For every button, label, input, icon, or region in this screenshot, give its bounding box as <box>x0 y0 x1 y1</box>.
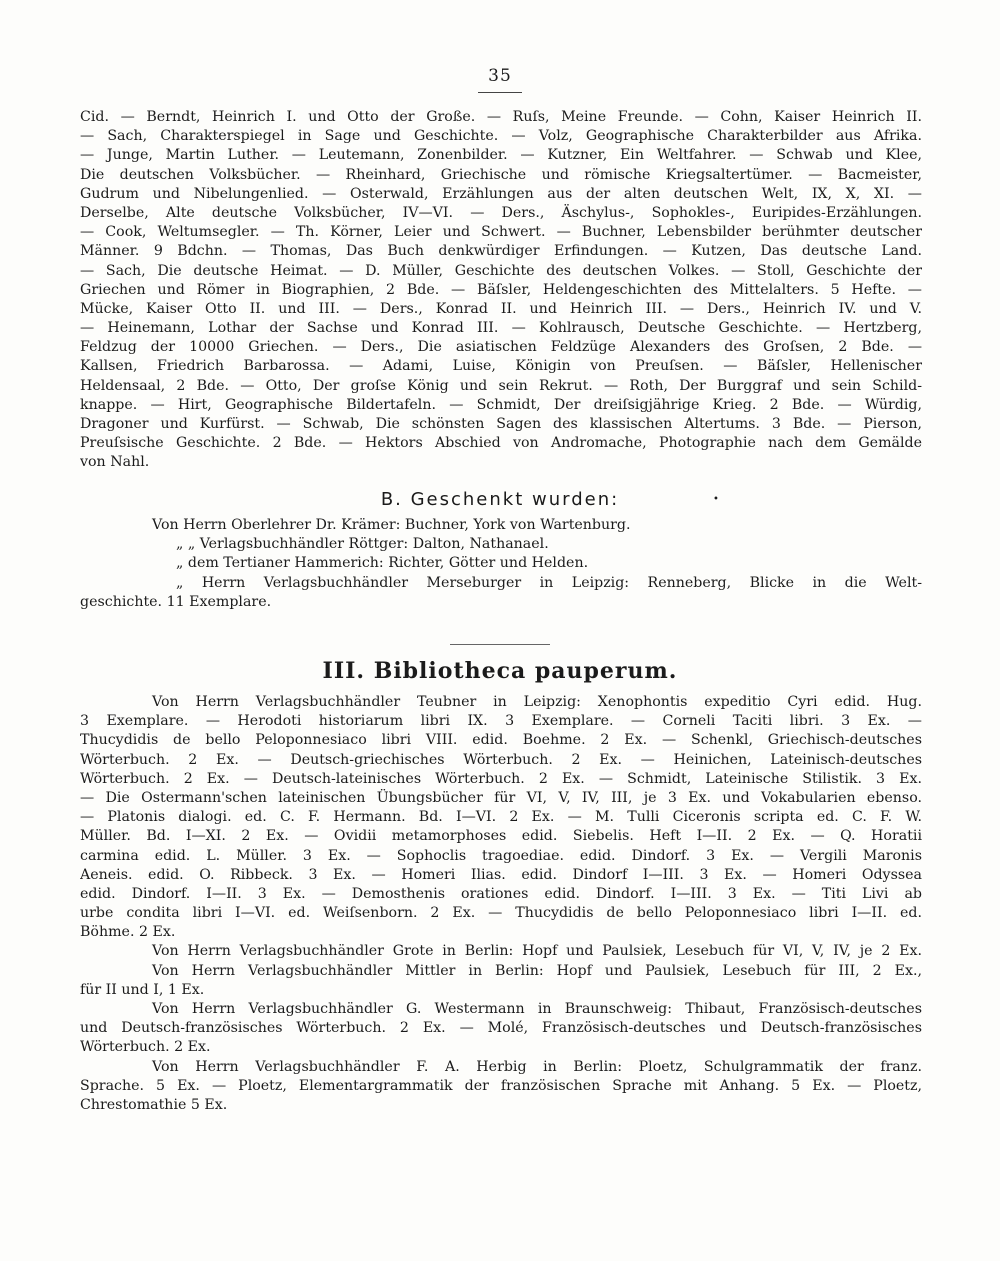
text-line: Derselbe, Alte deutsche Volksbücher, IV—VI. — Ders., Äschylus-, Sophokles-, Euripides-Erzählungen. <box>80 204 922 221</box>
section-iii-heading: III. Bibliotheca pauperum. <box>322 658 678 684</box>
text-line: Kallsen, Friedrich Barbarossa. — Adami, Luise, Königin von Preuſsen. — Bäſsler, Hellenischer <box>80 358 922 375</box>
text-line: Dragoner und Kurfürst. — Schwab, Die schönsten Sagen des klassischen Altertums. 3 Bde. — Pierson, <box>80 416 922 432</box>
text-line: — Die Ostermann'schen lateinischen Übungsbücher für VI, V, IV, III, je 3 Ex. und Vokabularien ebenso. <box>80 789 922 806</box>
text-line: Von Herrn Verlagsbuchhändler G. Westermann in Braunschweig: Thibaut, Französisch-deutsches <box>152 1001 922 1017</box>
text-line: Wörterbuch. 2 Ex. — Deutsch-griechisches Wörterbuch. 2 Ex. — Heinichen, Lateinisch-deutsches <box>80 751 922 768</box>
text-line: Die deutschen Volksbücher. — Rheinhard, Griechische und römische Kriegsaltertümer. — Bacmeister, <box>80 166 922 183</box>
page-number-rule <box>478 92 522 93</box>
ink-dot: • <box>713 494 719 505</box>
text-line: — Sach, Die deutsche Heimat. — D. Müller, Geschichte des deutschen Volkes. — Stoll, Geschichte der <box>80 262 922 279</box>
text-line: Griechen und Römer in Biographien, 2 Bde. — Bäſsler, Heldengeschichten des Mittelalters. 5 Hefte. — <box>80 281 922 298</box>
section-b-heading: B. Geschenkt wurden: <box>380 489 620 510</box>
text-line: Böhme. 2 Ex. <box>80 924 176 941</box>
text-line: — Platonis dialogi. ed. C. F. Hermann. Bd. I—VI. 2 Ex. — M. Tulli Ciceronis scripta ed. C. F. W. <box>80 809 922 826</box>
text-line: geschichte. 11 Exemplare. <box>80 593 272 610</box>
text-line: „ dem Tertianer Hammerich: Richter, Götter und Helden. <box>176 555 589 572</box>
text-line: Müller. Bd. I—XI. 2 Ex. — Ovidii metamorphoses edid. Siebelis. Heft I—II. 2 Ex. — Q. Horatii <box>80 828 922 845</box>
text-line: Von Herrn Verlagsbuchhändler Mittler in Berlin: Hopf und Paulsiek, Lesebuch für III, 2 Ex., <box>152 962 922 979</box>
text-line: Mücke, Kaiser Otto II. und III. — Ders., Konrad II. und Heinrich III. — Ders., Heinrich IV. und V. <box>80 300 922 317</box>
text-line: — Heinemann, Lothar der Sachse und Konrad III. — Kohlrausch, Deutsche Geschichte. — Hertzberg, <box>80 320 922 337</box>
text-line: Feldzug der 10000 Griechen. — Ders., Die asiatischen Feldzüge Alexanders des Groſsen, 2 Bde. — <box>80 339 922 356</box>
text-line: Wörterbuch. 2 Ex. — Deutsch-lateinisches Wörterbuch. 2 Ex. — Schmidt, Lateinische Stilistik. 3 Ex. <box>80 770 922 787</box>
page-number: 35 <box>488 66 512 86</box>
text-line: Sprache. 5 Ex. — Ploetz, Elementargrammatik der französischen Sprache mit Anhang. 5 Ex. — Ploetz, <box>80 1077 922 1094</box>
text-line: Von Herrn Oberlehrer Dr. Krämer: Buchner, York von Wartenburg. <box>152 517 631 533</box>
text-line: Aeneis. edid. O. Ribbeck. 3 Ex. — Homeri Ilias. edid. Dindorf I—III. 3 Ex. — Homeri Odyssea <box>80 866 922 883</box>
section-b-text <box>80 516 922 612</box>
text-line: für II und I, 1 Ex. <box>80 981 205 998</box>
text-line: Chrestomathie 5 Ex. <box>80 1096 228 1113</box>
text-line: Männer. 9 Bdchn. — Thomas, Das Buch denkwürdiger Erfindungen. — Kutzen, Das deutsche Land. <box>80 243 922 260</box>
text-line: Von Herrn Verlagsbuchhändler Teubner in Leipzig: Xenophontis expeditio Cyri edid. Hug. <box>152 694 922 710</box>
text-line: urbe condita libri I—VI. ed. Weiſsenborn. 2 Ex. — Thucydidis de bello Peloponnesiaco libri I—II. ed. <box>80 905 922 922</box>
section-a-text <box>80 108 922 473</box>
text-line: knappe. — Hirt, Geographische Bildertafeln. — Schmidt, Der dreiſsigjährige Krieg. 2 Bde. — Würdig, <box>80 396 922 413</box>
text-line: Thucydidis de bello Peloponnesiaco libri VIII. edid. Boehme. 2 Ex. — Schenkl, Griechisch-deutsches <box>80 732 922 749</box>
text-line: Preuſsische Geschichte. 2 Bde. — Hektors Abschied von Andromache, Photographie nach dem Gemälde <box>80 435 922 452</box>
text-line: Cid. — Berndt, Heinrich I. und Otto der Große. — Ruſs, Meine Freunde. — Cohn, Kaiser Heinrich II. <box>80 109 922 125</box>
text-line: und Deutsch-französisches Wörterbuch. 2 Ex. — Molé, Französisch-deutsches und Deutsch-französisches <box>80 1020 922 1037</box>
text-line: „ Herrn Verlagsbuchhändler Merseburger in Leipzig: Renneberg, Blicke in die Welt- <box>176 574 922 591</box>
text-line: Heldensaal, 2 Bde. — Otto, Der groſse König und sein Rekrut. — Roth, Der Burggraf und sein Schild- <box>80 377 922 394</box>
text-line: „ „ Verlagsbuchhändler Röttger: Dalton, Nathanael. <box>176 536 549 553</box>
text-line: carmina edid. L. Müller. 3 Ex. — Sophoclis tragoediae. edid. Dindorf. 3 Ex. — Vergili Maronis <box>80 847 922 864</box>
text-line: — Sach, Charakterspiegel in Sage und Geschichte. — Volz, Geographische Charakterbilder aus Afrika. <box>80 128 922 145</box>
text-line: Von Herrn Verlagsbuchhändler Grote in Berlin: Hopf und Paulsiek, Lesebuch für VI, V, IV, je 2 Ex. <box>152 943 922 960</box>
text-line: Von Herrn Verlagsbuchhändler F. A. Herbig in Berlin: Ploetz, Schulgrammatik der franz. <box>152 1058 922 1075</box>
text-line: von Nahl. <box>80 454 150 471</box>
section-iii-rule <box>450 644 550 645</box>
text-line: Wörterbuch. 2 Ex. <box>80 1039 211 1056</box>
text-line: 3 Exemplare. — Herodoti historiarum libri IX. 3 Exemplare. — Corneli Taciti libri. 3 Ex. — <box>80 713 922 730</box>
text-line: — Cook, Weltumsegler. — Th. Körner, Leier und Schwert. — Buchner, Lebensbilder berühmter deutscher <box>80 224 922 241</box>
section-iii-text <box>80 693 922 1115</box>
text-line: — Junge, Martin Luther. — Leutemann, Zonenbilder. — Kutzner, Ein Weltfahrer. — Schwab und Klee, <box>80 147 922 164</box>
text-line: edid. Dindorf. I—II. 3 Ex. — Demosthenis orationes edid. Dindorf. I—III. 3 Ex. — Titi Livi ab <box>80 885 922 902</box>
text-line: Gudrum und Nibelungenlied. — Osterwald, Erzählungen aus der alten deutschen Welt, IX, X, XI. — <box>80 185 922 202</box>
